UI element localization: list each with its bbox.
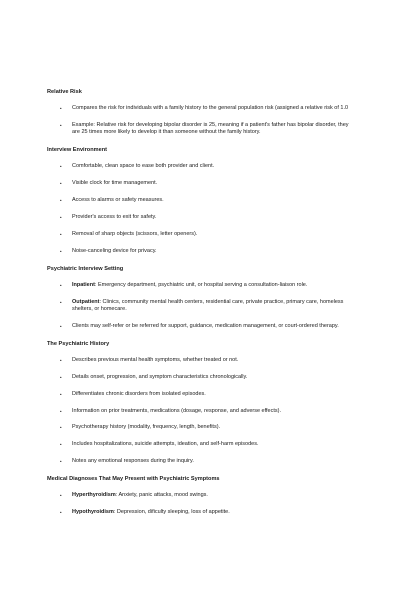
list-item (47, 248, 354, 255)
list-item (47, 323, 354, 330)
list-item (47, 458, 354, 465)
item-text: Provider's access to exit for safety. (72, 213, 157, 220)
item-text: Visible clock for time management. (72, 180, 158, 187)
list-item (47, 231, 354, 238)
section-psychiatric-history (47, 340, 354, 466)
bullet-list (47, 282, 354, 331)
list-item (47, 374, 354, 381)
section-heading: Relative Risk (47, 89, 82, 95)
list-item (47, 391, 354, 398)
item-text: : Depression, dificulty sleeping, loss of appetite. (113, 509, 230, 516)
item-term: Inpatient (72, 281, 95, 288)
list-item (47, 105, 354, 112)
item-text: Information on prior treatments, medications (dosage, response, and adverse effects). (72, 407, 282, 414)
list-item (47, 509, 354, 516)
item-text: Access to alarms or safety measures. (72, 197, 164, 204)
list-item (47, 180, 354, 187)
list-item (47, 492, 354, 499)
item-text: : Emergency department, psychiatric unit, or hospital serving a consultation-liaison role. (94, 281, 308, 288)
list-item (47, 424, 354, 431)
list-item (47, 282, 354, 289)
list-item (47, 408, 354, 415)
list-item (47, 299, 354, 314)
section-interview-environment (47, 146, 354, 255)
item-text: Describes previous mental health symptoms, whether treated or not. (72, 356, 239, 363)
list-item (47, 163, 354, 170)
section-heading: Medical Diagnoses That May Present with Psychiatric Symptoms (47, 476, 220, 483)
item-text: Includes hospitalizations, suicide attempts, ideation, and self-harm episodes. (72, 441, 259, 448)
item-text: Removal of sharp objects (scissors, letter openers). (72, 230, 198, 237)
section-psychiatric-interview-setting (47, 265, 354, 331)
list-item (47, 197, 354, 204)
item-text: Noise-canceling device for privacy. (72, 247, 157, 254)
bullet-list (47, 105, 354, 137)
item-text: Differentiates chronic disorders from isolated episodes. (72, 390, 206, 397)
section-heading: Psychiatric Interview Setting (47, 265, 124, 272)
section-heading: Interview Environment (47, 147, 107, 154)
item-text: Example: Relative risk for developing bipolar disorder is 25, meaning if a patient's father has bipolar disorder, they are 25 times more likely to develop it than someone without the family history. (72, 121, 349, 136)
list-item (47, 441, 354, 448)
item-text: Notes any emotional responses during the inquiry. (72, 458, 194, 465)
section-heading: The Psychiatric History (47, 340, 110, 347)
list-item (47, 357, 354, 364)
item-term: Hypothyroidism (72, 509, 114, 516)
bullet-list (47, 163, 354, 255)
item-text: Clients may self-refer or be referred for support, guidance, medication management, or court-ordered therapy. (72, 322, 339, 329)
section-relative-risk (47, 88, 354, 137)
item-text: : Clinics, community mental health centers, residential care, private practice, primary care, homeless shelters, or homecare. (72, 298, 344, 312)
bullet-list (47, 357, 354, 466)
item-term: Outpatient (72, 298, 100, 305)
list-item (47, 122, 354, 137)
item-text: Details onset, progression, and symptom characteristics chronologically. (72, 373, 248, 380)
item-text: : Anxiety, panic attacks, mood swings. (115, 492, 208, 499)
item-text: Psychotherapy history (modality, frequency, length, benefits). (72, 424, 221, 431)
item-term: Hyperthyroidism (72, 492, 116, 499)
item-text: Comfortable, clean space to ease both provider and client. (72, 163, 215, 170)
item-text: Compares the risk for individuals with a family history to the general population risk (assigned a relative risk of 1.0 (72, 105, 349, 111)
list-item (47, 214, 354, 221)
section-medical-diagnoses (47, 475, 354, 516)
bullet-list (47, 492, 354, 516)
